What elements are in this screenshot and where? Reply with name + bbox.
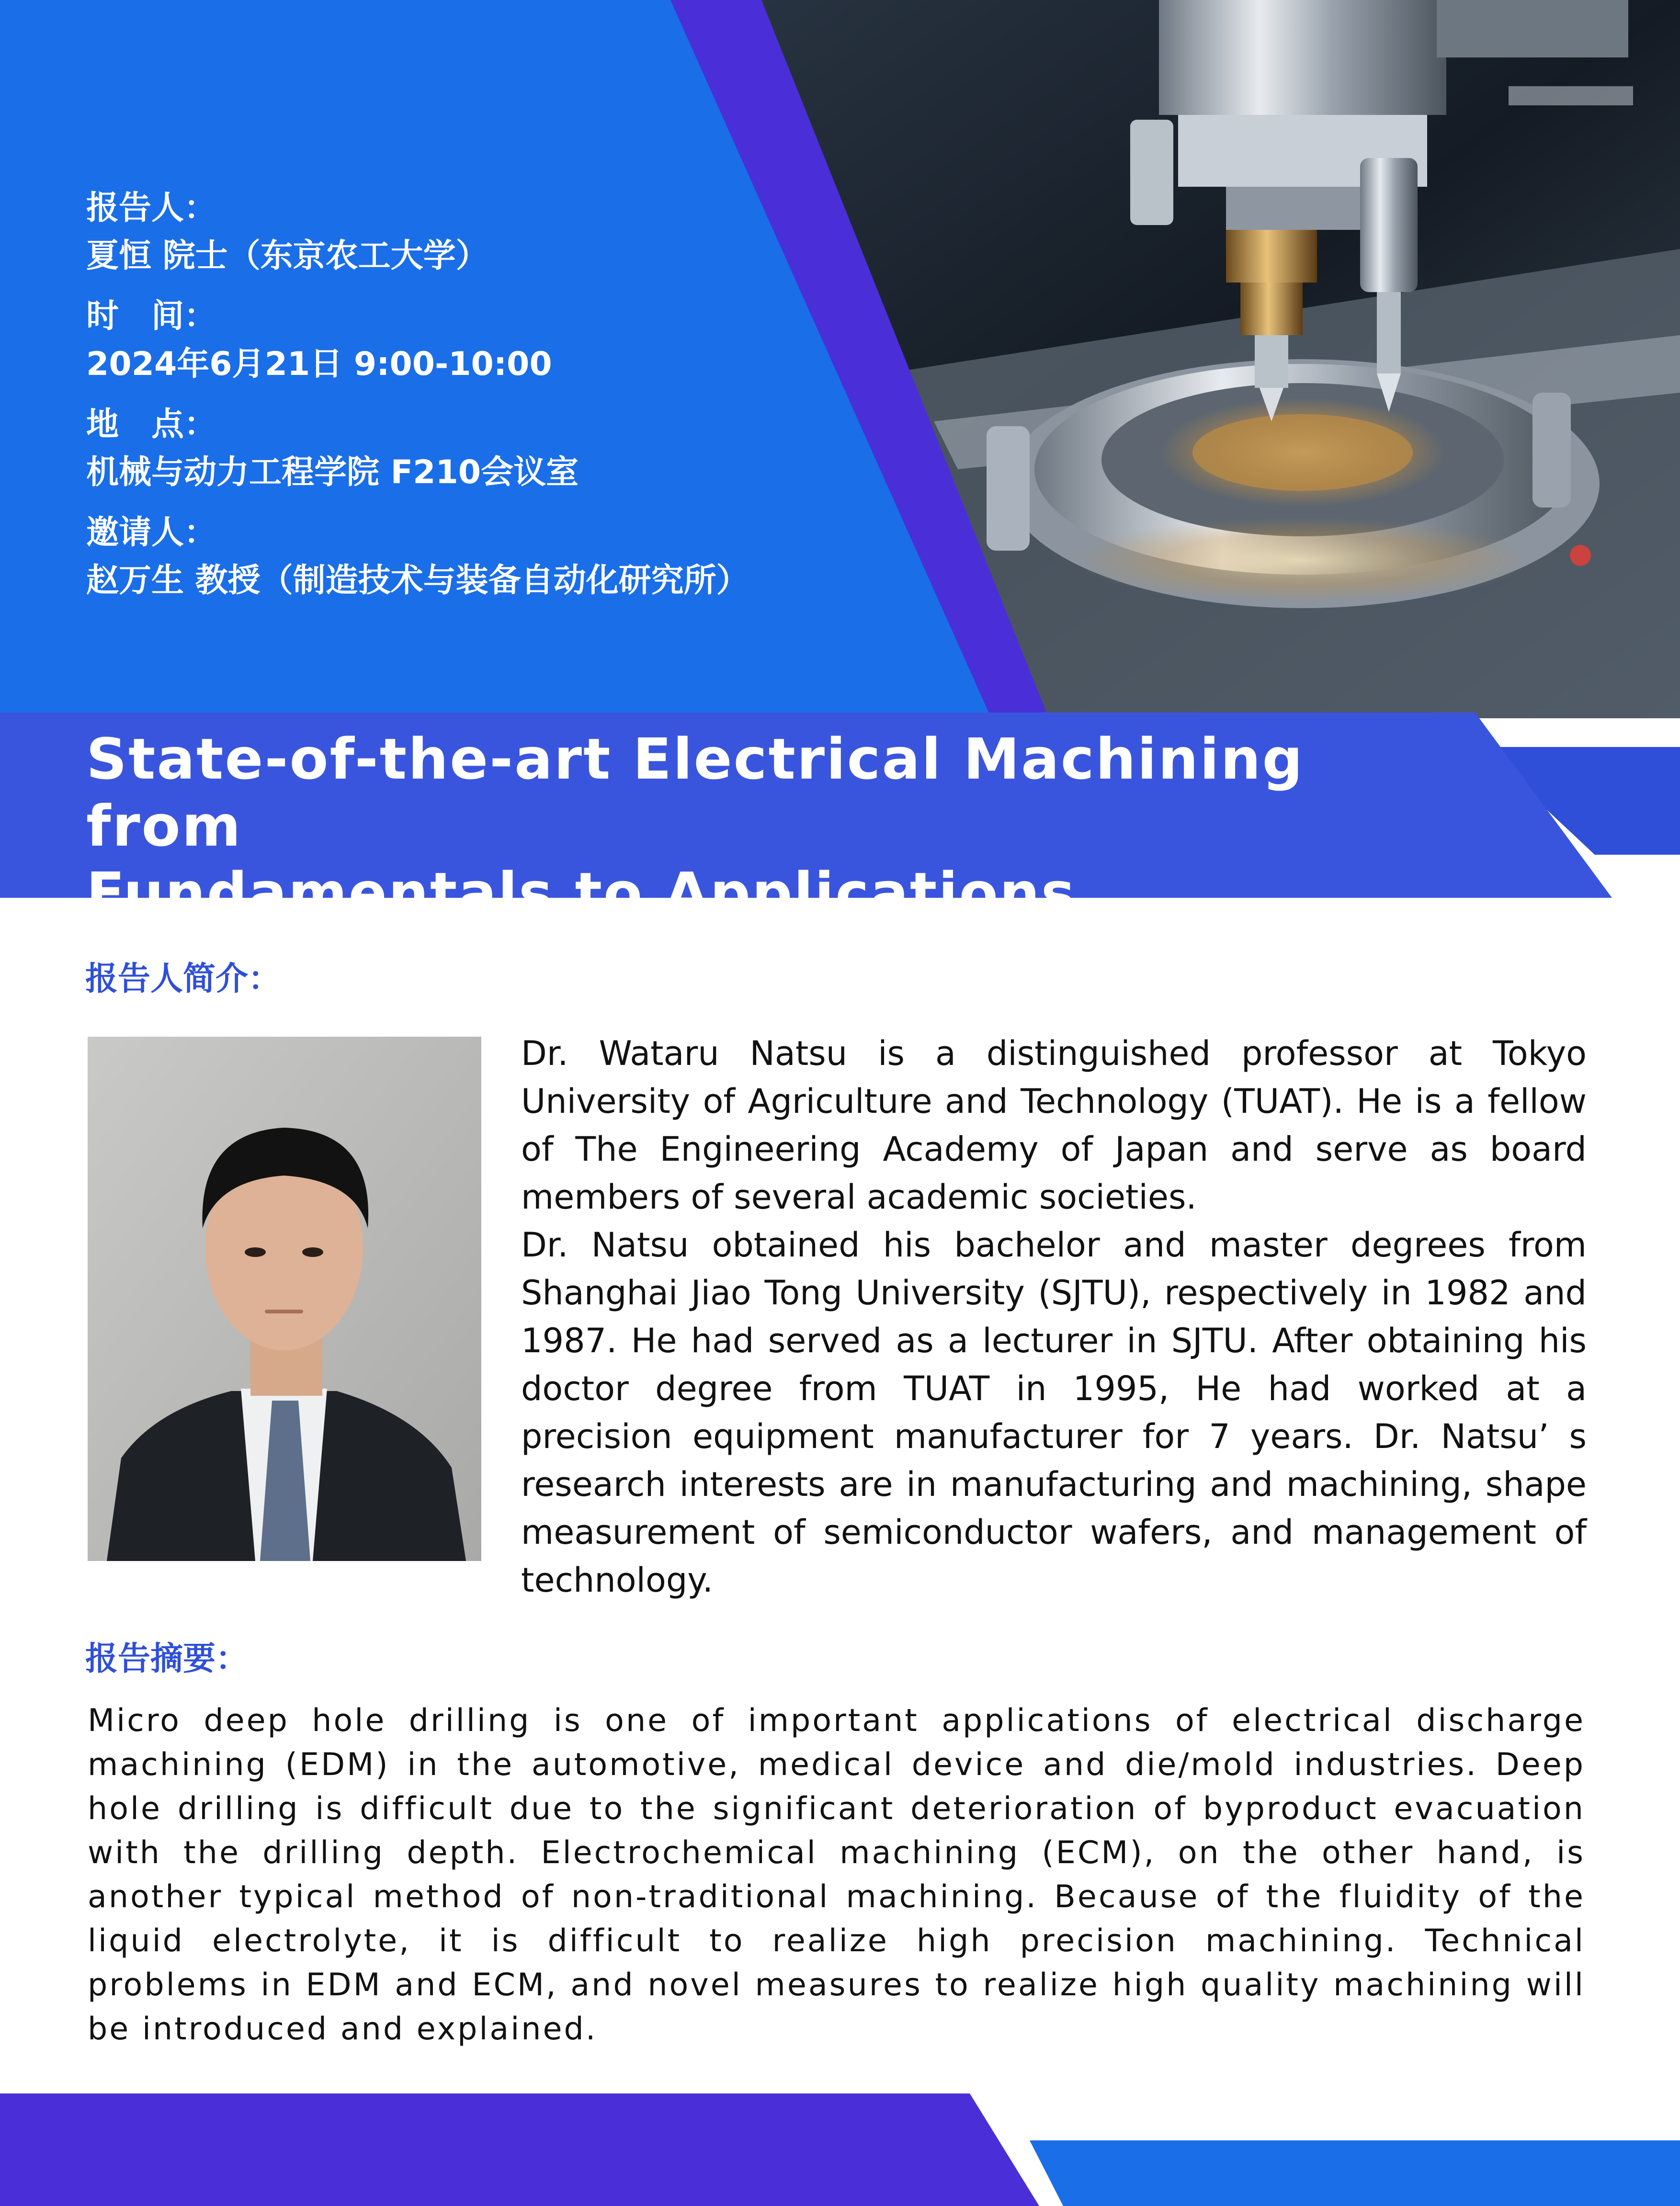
- inviter-value: 赵万生 教授（制造技术与装备自动化研究所）: [86, 562, 749, 600]
- footer-band-left: [0, 2093, 1039, 2206]
- location-info: [86, 401, 749, 497]
- location-value: 机械与动力工程学院 F210会议室: [86, 453, 579, 491]
- speaker-photo: [88, 1037, 481, 1561]
- location-label: 地 点：: [86, 406, 217, 443]
- bio-paragraph-2: Dr. Natsu obtained his bachelor and master degrees from Shanghai Jiao Tong University (SJTU), respectively in 1982 and 1987. He had served as a lecturer in SJTU. After obtaining his doctor degree from TUAT in 1995, He had worked at a precision equipment manufacturer for 7 years. Dr. Natsu’ s research interests are in manufacturing and machining, shape measurement of semiconductor wafers, and management of technology.: [521, 1225, 1587, 1600]
- time-value: 2024年6月21日 9:00-10:00: [86, 345, 552, 383]
- speaker-info: [86, 184, 749, 280]
- inviter-info: [86, 509, 749, 605]
- speaker-bio-heading: 报告人简介：: [85, 960, 281, 998]
- event-info: [86, 184, 749, 617]
- footer-bands: [0, 2088, 1680, 2206]
- footer-band-right: [1030, 2140, 1680, 2206]
- speaker-label: 报告人：: [86, 189, 217, 227]
- speaker-value: 夏恒 院士（东京农工大学）: [86, 237, 488, 275]
- talk-title: [86, 725, 1475, 927]
- time-label: 时 间：: [86, 297, 217, 335]
- inviter-label: 邀请人：: [86, 514, 217, 552]
- speaker-bio: [521, 1029, 1587, 1604]
- talk-title-line-1: State-of-the-art Electrical Machining from: [86, 726, 1305, 859]
- abstract-text: Micro deep hole drilling is one of important applications of electrical discharge machining (EDM) in the automotive, medical device and die/mold industries. Deep hole drilling is difficult due to the significant deterioration of byproduct evacuation with the drilling depth. Electrochemical machining (ECM), on the other hand, is another typical method of non-traditional machining. Because of the fluidity of the liquid electrolyte, it is difficult to realize high precision machining. Technical problems in EDM and ECM, and novel measures to realize high quality machining will be introduced and explained.: [88, 1703, 1585, 2047]
- time-info: [86, 293, 749, 388]
- abstract-heading: 报告摘要：: [85, 1640, 249, 1678]
- bio-paragraph-1: Dr. Wataru Natsu is a distinguished professor at Tokyo University of Agriculture and Technology (TUAT). He is a fellow of The Engineering Academy of Japan and serve as board members of several academic societies.: [521, 1034, 1587, 1217]
- talk-title-line-2: Fundamentals to Applications: [86, 860, 1077, 926]
